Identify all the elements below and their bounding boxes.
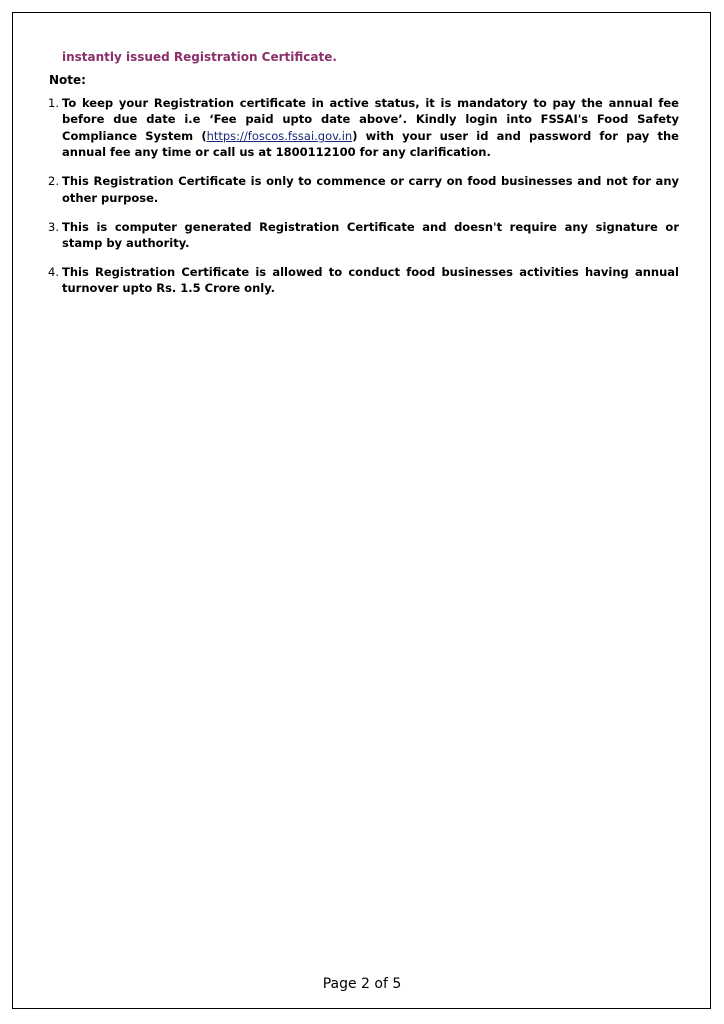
note-text: This Registration Certificate is only to commence or carry on food businesses and not for any other purpose. — [62, 174, 679, 205]
lead-line: instantly issued Registration Certificate. — [62, 50, 337, 64]
note-item-3 — [48, 219, 679, 252]
note-number: 3. — [48, 219, 59, 234]
note-number: 1. — [48, 96, 59, 110]
foscos-link[interactable]: https://foscos.fssai.gov.in — [206, 128, 353, 143]
note-text: This Registration Certificate is allowed to conduct food businesses activities having annual turnover upto Rs. 1.5 Crore only. — [62, 265, 679, 296]
note-text: To keep your Registration certificate in active status, it is mandatory to pay the annual fee before due date i.e ‘Fee paid upto date above’. Kindly login into FSSAI's Food Safety Compliance System ( — [62, 96, 679, 143]
note-heading: Note: — [49, 73, 86, 87]
notes-list — [48, 95, 679, 309]
note-item-2 — [48, 173, 679, 206]
page-number-footer: Page 2 of 5 — [322, 976, 402, 992]
note-number: 2. — [48, 174, 59, 189]
note-item-4 — [48, 264, 679, 297]
note-text: This is computer generated Registration Certificate and doesn't require any signature or stamp by authority. — [62, 219, 679, 251]
note-text: ) with your user id and password for pay the annual fee any time or call us at 1800112100 for any clarification. — [62, 128, 679, 160]
note-item-1 — [48, 95, 679, 161]
note-number: 4. — [48, 265, 59, 280]
